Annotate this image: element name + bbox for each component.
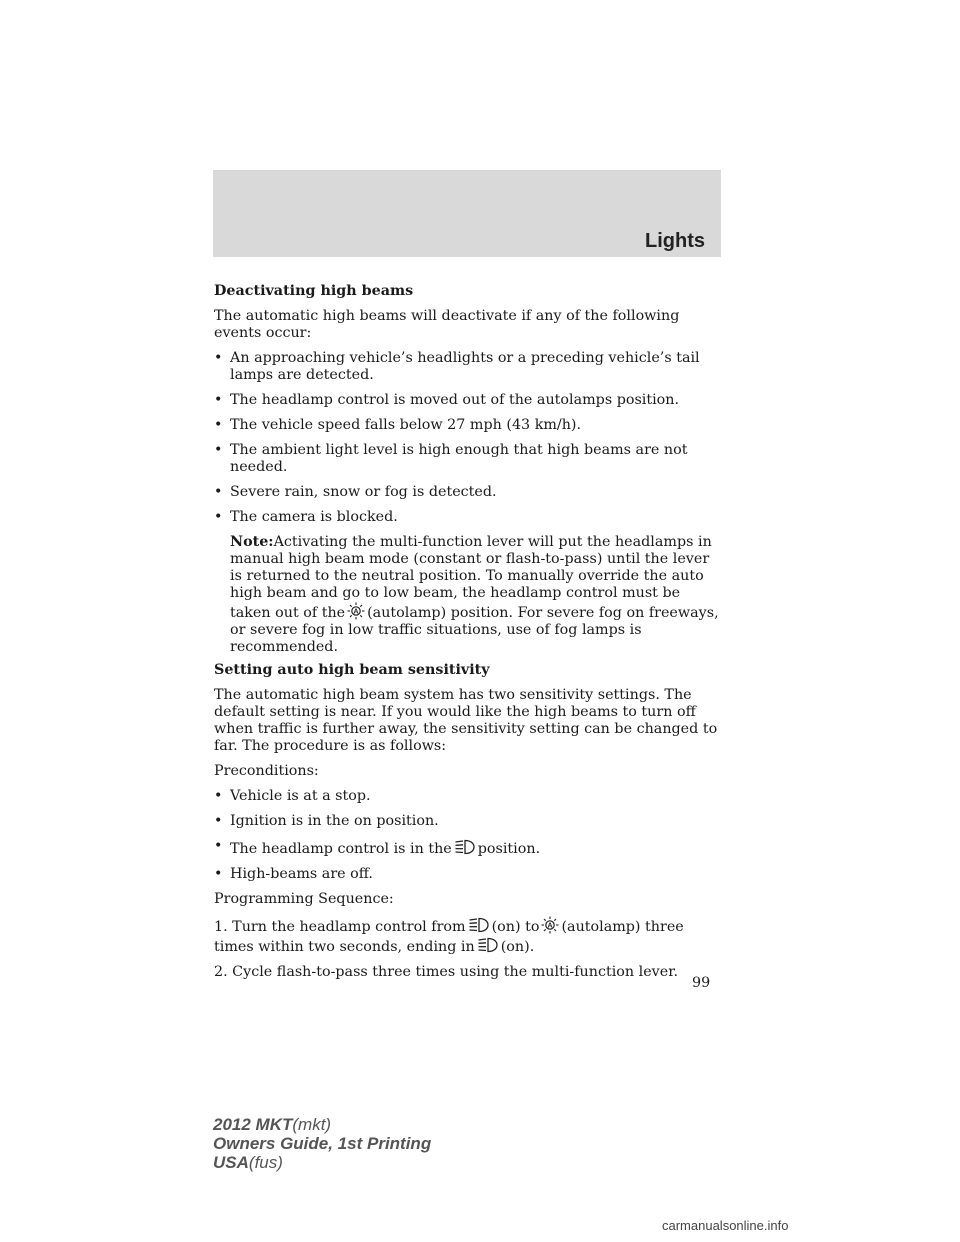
bullet-dot: • bbox=[214, 838, 223, 854]
list-item bbox=[214, 509, 724, 526]
list-item-text: High-beams are off. bbox=[230, 866, 373, 882]
list-item bbox=[214, 442, 724, 476]
step-1-text: (on) to bbox=[491, 919, 540, 935]
footer-market: USA bbox=[213, 1153, 249, 1172]
list-item bbox=[214, 866, 724, 883]
page-number: 99 bbox=[692, 975, 711, 991]
list-item bbox=[214, 484, 724, 501]
bullet-dot: • bbox=[214, 392, 223, 408]
note-text-after: (autolamp) position. For severe fog on freeways, or severe fog in low traffic situations, use of fog lamps is recommended. bbox=[230, 605, 719, 655]
svg-text:A: A bbox=[547, 922, 553, 930]
list-item bbox=[214, 838, 724, 858]
paragraph-sensitivity-intro: The automatic high beam system has two sensitivity settings. The default setting is near. If you would like the high beams to turn off when traffic is further away, the sensitivity setting can be changed to far. The procedure is as follows: bbox=[214, 687, 718, 754]
step-2: 2. Cycle flash-to-pass three times using the multi-function lever. bbox=[214, 964, 679, 980]
heading-deactivating-high-beams: Deactivating high beams bbox=[214, 283, 414, 299]
bullet-dot: • bbox=[214, 813, 223, 829]
footer-model: 2012 MKT bbox=[213, 1115, 293, 1134]
list-item-text: The ambient light level is high enough that high beams are not needed. bbox=[230, 442, 688, 475]
bullet-dot: • bbox=[214, 417, 223, 433]
step-1-text: times within two seconds, ending in bbox=[214, 939, 475, 955]
bullet-dot: • bbox=[214, 788, 223, 804]
list-item bbox=[214, 392, 724, 409]
bullet-dot: • bbox=[214, 442, 223, 458]
section-header-band bbox=[213, 170, 721, 257]
headlamp-on-icon bbox=[454, 838, 476, 856]
list-item-text: The headlamp control is in the bbox=[230, 841, 452, 857]
footer-market-code: (fus) bbox=[248, 1153, 283, 1172]
note-label: Note: bbox=[230, 534, 274, 550]
list-item-text: Vehicle is at a stop. bbox=[230, 788, 371, 804]
list-item-text: The camera is blocked. bbox=[230, 509, 398, 525]
note-text-before: Activating the multi-function lever will put the headlamps in manual high beam mode (constant or flash-to-pass) until the lever is returned to the neutral position. To manually override the auto high beam and go to low beam, the headlamp control must be taken out of the bbox=[230, 534, 712, 621]
list-item bbox=[214, 788, 724, 805]
step-1-text: (on). bbox=[500, 939, 535, 955]
footer-model-code: (mkt) bbox=[292, 1115, 332, 1134]
section-title: Lights bbox=[645, 230, 705, 252]
headlamp-on-icon bbox=[468, 916, 490, 934]
bullet-dot: • bbox=[214, 509, 223, 525]
step-1-text: 1. Turn the headlamp control from bbox=[214, 919, 466, 935]
watermark-text: carmanualsonline.info bbox=[662, 1218, 789, 1233]
bullet-dot: • bbox=[214, 866, 223, 882]
list-item bbox=[214, 417, 724, 434]
bullet-dot: • bbox=[214, 484, 223, 500]
list-item bbox=[214, 350, 724, 384]
heading-setting-sensitivity: Setting auto high beam sensitivity bbox=[214, 662, 490, 678]
footer-line-1 bbox=[213, 1115, 431, 1134]
list-item bbox=[214, 813, 724, 830]
step-1 bbox=[214, 916, 724, 956]
headlamp-on-icon bbox=[477, 936, 499, 954]
step-1-text: (autolamp) three bbox=[561, 919, 684, 935]
list-item-text: The vehicle speed falls below 27 mph (43 km/h). bbox=[230, 417, 582, 433]
autolamp-icon bbox=[541, 916, 559, 934]
bullet-dot: • bbox=[214, 350, 223, 366]
list-item-text: Severe rain, snow or fog is detected. bbox=[230, 484, 497, 500]
autolamp-icon bbox=[347, 602, 365, 620]
svg-text:A: A bbox=[353, 608, 359, 616]
list-item-text: An approaching vehicle’s headlights or a preceding vehicle’s tail lamps are detected. bbox=[230, 350, 700, 383]
note-paragraph bbox=[214, 534, 724, 656]
list-item-text-after: position. bbox=[477, 841, 541, 857]
page-content bbox=[214, 283, 724, 989]
paragraph-deactivate-intro: The automatic high beams will deactivate if any of the following events occur: bbox=[214, 308, 680, 341]
footer-line-2: Owners Guide, 1st Printing bbox=[213, 1134, 432, 1153]
programming-sequence-label: Programming Sequence: bbox=[214, 891, 394, 907]
list-item-text: The headlamp control is moved out of the autolamps position. bbox=[230, 392, 680, 408]
list-item-text: Ignition is in the on position. bbox=[230, 813, 439, 829]
footer-line-3 bbox=[213, 1153, 431, 1172]
footer-print-info bbox=[213, 1115, 431, 1172]
preconditions-label: Preconditions: bbox=[214, 763, 319, 779]
